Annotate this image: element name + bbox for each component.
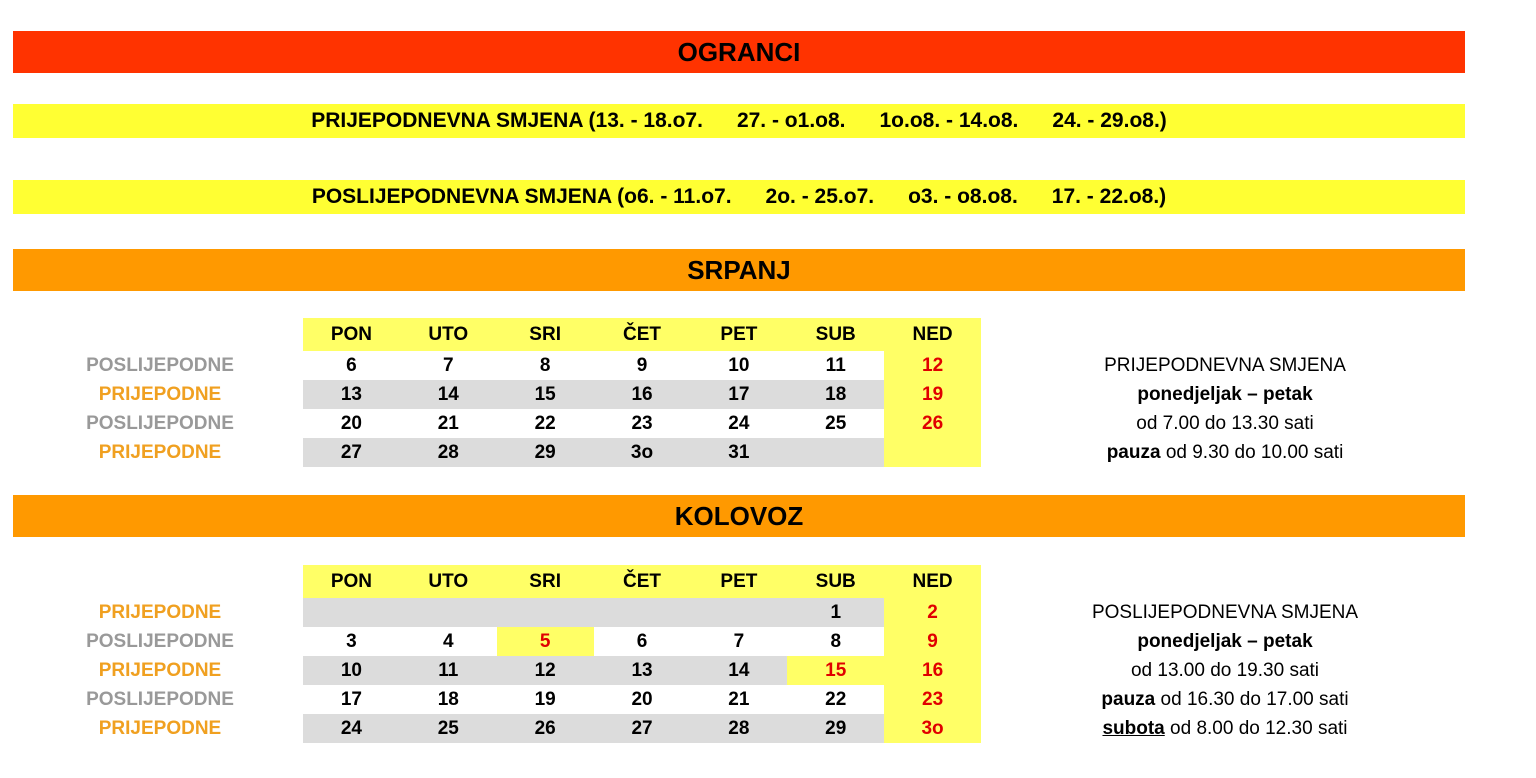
week-label: PRIJEPODNE xyxy=(98,441,222,463)
day-cell: 27 xyxy=(303,438,400,467)
day-cell: 11 xyxy=(400,656,497,685)
sunday-cell: 3o xyxy=(884,714,981,743)
week-label: PRIJEPODNE xyxy=(98,659,222,681)
afternoon-shift-range: 2o. - 25.o7. xyxy=(765,185,875,208)
weekday-header: PET xyxy=(690,318,787,351)
week-label: POSLIJEPODNE xyxy=(86,354,234,376)
week-row xyxy=(303,627,981,656)
week-row xyxy=(303,685,981,714)
day-cell: 29 xyxy=(497,438,594,467)
month-header-srpanj xyxy=(13,249,1465,291)
day-cell: 11 xyxy=(825,354,846,376)
weekday-header-row xyxy=(303,318,981,351)
info-days: ponedjeljak – petak xyxy=(1137,383,1313,405)
day-cell: 4 xyxy=(443,630,454,652)
day-cell: 6 xyxy=(346,354,357,376)
week-row xyxy=(303,351,981,380)
info-hours: od 7.00 do 13.30 sati xyxy=(1136,412,1314,434)
info-break-label: pauza xyxy=(1101,688,1156,710)
week-row xyxy=(303,438,981,467)
week-row xyxy=(303,656,981,685)
day-cell: 6 xyxy=(636,630,648,652)
sunday-cell: 16 xyxy=(884,656,981,685)
info-days: ponedjeljak – petak xyxy=(1137,630,1313,652)
morning-shift-range: 24. - 29.o8.) xyxy=(1052,109,1167,132)
info-break-time: od 9.30 do 10.00 sati xyxy=(1160,441,1344,463)
morning-shift-info xyxy=(1060,351,1390,467)
day-cell: 7 xyxy=(733,630,745,652)
holiday-cell: 15 xyxy=(787,656,884,685)
weekday-header: PON xyxy=(303,318,400,351)
holiday-cell: 5 xyxy=(497,627,594,656)
day-cell: 23 xyxy=(631,412,653,434)
day-cell: 13 xyxy=(594,656,691,685)
week-label: POSLIJEPODNE xyxy=(86,412,234,434)
day-cell: 3o xyxy=(594,438,691,467)
weekday-header: SRI xyxy=(497,565,594,598)
day-cell: 28 xyxy=(690,714,787,743)
afternoon-shift-info xyxy=(1060,598,1390,743)
day-cell: 24 xyxy=(303,714,400,743)
day-cell: 14 xyxy=(400,380,497,409)
day-cell: 22 xyxy=(534,412,556,434)
week-label: PRIJEPODNE xyxy=(98,717,222,739)
sunday-cell: 2 xyxy=(884,598,981,627)
weekday-header: SRI xyxy=(497,318,594,351)
morning-shift-range: 1o.o8. - 14.o8. xyxy=(879,109,1019,132)
info-break-time: od 16.30 do 17.00 sati xyxy=(1155,688,1349,710)
morning-shift-band xyxy=(13,104,1465,138)
weekday-header: SUB xyxy=(787,565,884,598)
day-cell: 12 xyxy=(497,656,594,685)
day-cell: 27 xyxy=(594,714,691,743)
week-row xyxy=(303,714,981,743)
ogranci-header xyxy=(13,31,1465,73)
day-cell xyxy=(690,598,787,627)
day-cell xyxy=(303,598,400,627)
sunday-cell: 12 xyxy=(884,351,981,380)
weekday-header: UTO xyxy=(400,318,497,351)
weekday-header: UTO xyxy=(400,565,497,598)
day-cell: 15 xyxy=(497,380,594,409)
calendar-srpanj xyxy=(303,318,981,467)
month-title: KOLOVOZ xyxy=(674,500,804,531)
month-header-kolovoz xyxy=(13,495,1465,537)
sunday-cell: 23 xyxy=(884,685,981,714)
day-cell xyxy=(497,598,594,627)
day-cell: 3 xyxy=(346,630,357,652)
weekday-header: PON xyxy=(303,565,400,598)
weekday-header-row xyxy=(303,565,981,598)
calendar-kolovoz xyxy=(303,565,981,743)
day-cell: 24 xyxy=(728,412,750,434)
week-labels-srpanj xyxy=(60,351,260,467)
day-cell: 25 xyxy=(400,714,497,743)
day-cell: 8 xyxy=(830,630,842,652)
sunday-cell: 9 xyxy=(884,627,981,656)
weekday-header: NED xyxy=(884,565,981,598)
week-label: POSLIJEPODNE xyxy=(86,630,234,652)
info-break-label: pauza xyxy=(1106,441,1161,463)
info-saturday-time: od 8.00 do 12.30 sati xyxy=(1164,717,1348,739)
afternoon-shift-label: POSLIJEPODNEVNA SMJENA (o6. - 11.o7. xyxy=(311,185,732,208)
sunday-cell: 19 xyxy=(884,380,981,409)
day-cell: 16 xyxy=(594,380,691,409)
day-cell: 21 xyxy=(437,412,459,434)
day-cell: 9 xyxy=(636,354,648,376)
week-labels-kolovoz xyxy=(60,598,260,743)
afternoon-shift-range: 17. - 22.o8.) xyxy=(1051,185,1167,208)
morning-shift-label: PRIJEPODNEVNA SMJENA (13. - 18.o7. xyxy=(311,109,703,132)
month-title: SRPANJ xyxy=(687,254,791,285)
info-saturday-label: subota xyxy=(1102,717,1165,739)
day-cell: 18 xyxy=(437,688,459,710)
day-cell: 7 xyxy=(443,354,454,376)
day-cell: 19 xyxy=(534,688,556,710)
sunday-cell: 26 xyxy=(884,409,981,438)
afternoon-shift-range: o3. - o8.o8. xyxy=(908,185,1018,208)
morning-shift-range: 27. - o1.o8. xyxy=(736,109,846,132)
day-cell: 17 xyxy=(340,688,362,710)
day-cell: 20 xyxy=(340,412,362,434)
week-label: POSLIJEPODNE xyxy=(86,688,234,710)
weekday-header: PET xyxy=(690,565,787,598)
day-cell: 17 xyxy=(690,380,787,409)
weekday-header: SUB xyxy=(787,318,884,351)
sunday-cell xyxy=(884,438,981,467)
day-cell: 22 xyxy=(825,688,847,710)
info-break xyxy=(1060,685,1390,714)
weekday-header: ČET xyxy=(594,565,691,598)
week-row xyxy=(303,409,981,438)
day-cell: 21 xyxy=(728,688,750,710)
info-break xyxy=(1060,438,1390,467)
week-row xyxy=(303,598,981,627)
day-cell: 1 xyxy=(787,598,884,627)
day-cell xyxy=(594,598,691,627)
day-cell: 10 xyxy=(303,656,400,685)
day-cell: 25 xyxy=(825,412,847,434)
afternoon-shift-band xyxy=(13,180,1465,214)
day-cell: 20 xyxy=(631,688,653,710)
week-label: PRIJEPODNE xyxy=(98,601,222,623)
day-cell: 14 xyxy=(690,656,787,685)
day-cell: 28 xyxy=(400,438,497,467)
ogranci-title: OGRANCI xyxy=(677,36,801,67)
info-title: POSLIJEPODNEVNA SMJENA xyxy=(1091,601,1359,623)
day-cell: 29 xyxy=(787,714,884,743)
day-cell: 31 xyxy=(690,438,787,467)
weekday-header: NED xyxy=(884,318,981,351)
day-cell xyxy=(787,438,884,467)
day-cell: 18 xyxy=(787,380,884,409)
weekday-header: ČET xyxy=(594,318,691,351)
info-hours: od 13.00 do 19.30 sati xyxy=(1130,659,1320,681)
day-cell: 10 xyxy=(728,354,750,376)
info-saturday xyxy=(1060,714,1390,743)
day-cell xyxy=(400,598,497,627)
day-cell: 8 xyxy=(539,354,551,376)
week-label: PRIJEPODNE xyxy=(98,383,222,405)
info-title: PRIJEPODNEVNA SMJENA xyxy=(1104,354,1346,376)
week-row xyxy=(303,380,981,409)
day-cell: 26 xyxy=(497,714,594,743)
day-cell: 13 xyxy=(303,380,400,409)
